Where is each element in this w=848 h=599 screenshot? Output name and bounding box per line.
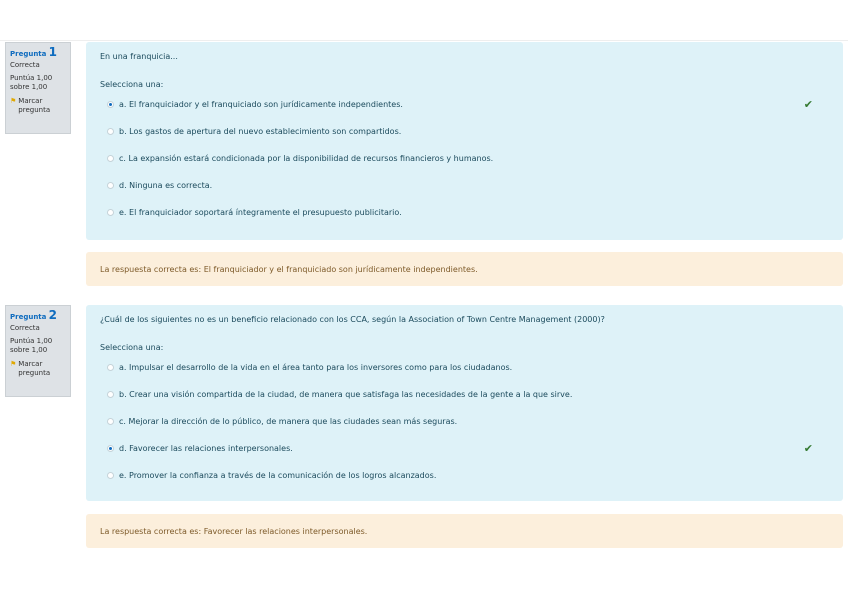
question-grade-max: sobre 1,00 <box>10 83 48 91</box>
answer-option-d[interactable] <box>100 172 829 199</box>
answer-option-label: e. Promover la confianza a través de la comunicación de los logros alcanzados. <box>119 471 437 480</box>
check-icon: ✔ <box>803 98 813 111</box>
radio-button[interactable] <box>107 418 114 425</box>
question-label: Pregunta <box>10 50 47 58</box>
answer-option-a[interactable] <box>100 354 829 381</box>
radio-button[interactable] <box>107 209 114 216</box>
question-info <box>5 42 71 134</box>
question-number: 1 <box>48 45 57 59</box>
question-formulation <box>86 42 843 240</box>
answer-option-c[interactable] <box>100 408 829 435</box>
flag-label: Marcar <box>18 97 43 105</box>
answer-option-e[interactable] <box>100 462 829 489</box>
answer-option-label: b. Crear una visión compartida de la ciudad, de manera que satisfaga las necesidades de la gente a la que sirve. <box>119 390 573 399</box>
flag-question-link[interactable] <box>10 360 66 378</box>
question-label: Pregunta <box>10 313 47 321</box>
top-divider <box>0 40 848 41</box>
answer-option-e[interactable] <box>100 199 829 226</box>
radio-button[interactable] <box>107 101 114 108</box>
answer-option-c[interactable] <box>100 145 829 172</box>
question-state: Correcta <box>10 324 40 332</box>
answer-option-a[interactable] <box>100 91 829 118</box>
answer-option-label: b. Los gastos de apertura del nuevo establecimiento son compartidos. <box>119 127 402 136</box>
flag-label-2: pregunta <box>18 369 51 377</box>
radio-button[interactable] <box>107 128 114 135</box>
question-formulation <box>86 305 843 501</box>
radio-button[interactable] <box>107 155 114 162</box>
flag-icon: ⚑ <box>10 97 17 105</box>
answer-option-label: a. El franquiciador y el franquiciado son jurídicamente independientes. <box>119 100 403 109</box>
answer-option-label: c. Mejorar la dirección de lo público, de manera que las ciudades sean más seguras. <box>119 417 458 426</box>
flag-label-2: pregunta <box>18 106 51 114</box>
question-state: Correcta <box>10 61 40 69</box>
question-info <box>5 305 71 397</box>
question-number: 2 <box>48 308 57 322</box>
radio-button[interactable] <box>107 445 114 452</box>
radio-button[interactable] <box>107 364 114 371</box>
question-grade-max: sobre 1,00 <box>10 346 48 354</box>
question-text: En una franquicia... <box>100 52 178 61</box>
radio-button[interactable] <box>107 472 114 479</box>
radio-button[interactable] <box>107 391 114 398</box>
check-icon: ✔ <box>803 442 813 455</box>
answer-option-label: e. El franquiciador soportará íntegramente el presupuesto publicitario. <box>119 208 402 217</box>
flag-label: Marcar <box>18 360 43 368</box>
answer-option-label: d. Ninguna es correcta. <box>119 181 213 190</box>
answer-prompt: Selecciona una: <box>100 343 164 352</box>
answer-option-b[interactable] <box>100 118 829 145</box>
answer-option-d[interactable] <box>100 435 829 462</box>
answer-option-b[interactable] <box>100 381 829 408</box>
answer-option-label: a. Impulsar el desarrollo de la vida en el área tanto para los inversores como para los ciudadanos. <box>119 363 513 372</box>
answer-option-label: c. La expansión estará condicionada por la disponibilidad de recursos financieros y humanos. <box>119 154 494 163</box>
question-text: ¿Cuál de los siguientes no es un beneficio relacionado con los CCA, según la Association of Town Centre Management (2000)? <box>100 315 605 324</box>
answer-prompt: Selecciona una: <box>100 80 164 89</box>
flag-icon: ⚑ <box>10 360 17 368</box>
answer-option-label: d. Favorecer las relaciones interpersonales. <box>119 444 293 453</box>
flag-question-link[interactable] <box>10 97 66 115</box>
question-grade: Puntúa 1,00 <box>10 74 53 82</box>
right-answer-feedback: La respuesta correcta es: El franquiciador y el franquiciado son jurídicamente independientes. <box>86 252 843 286</box>
right-answer-feedback: La respuesta correcta es: Favorecer las relaciones interpersonales. <box>86 514 843 548</box>
radio-button[interactable] <box>107 182 114 189</box>
question-grade: Puntúa 1,00 <box>10 337 53 345</box>
